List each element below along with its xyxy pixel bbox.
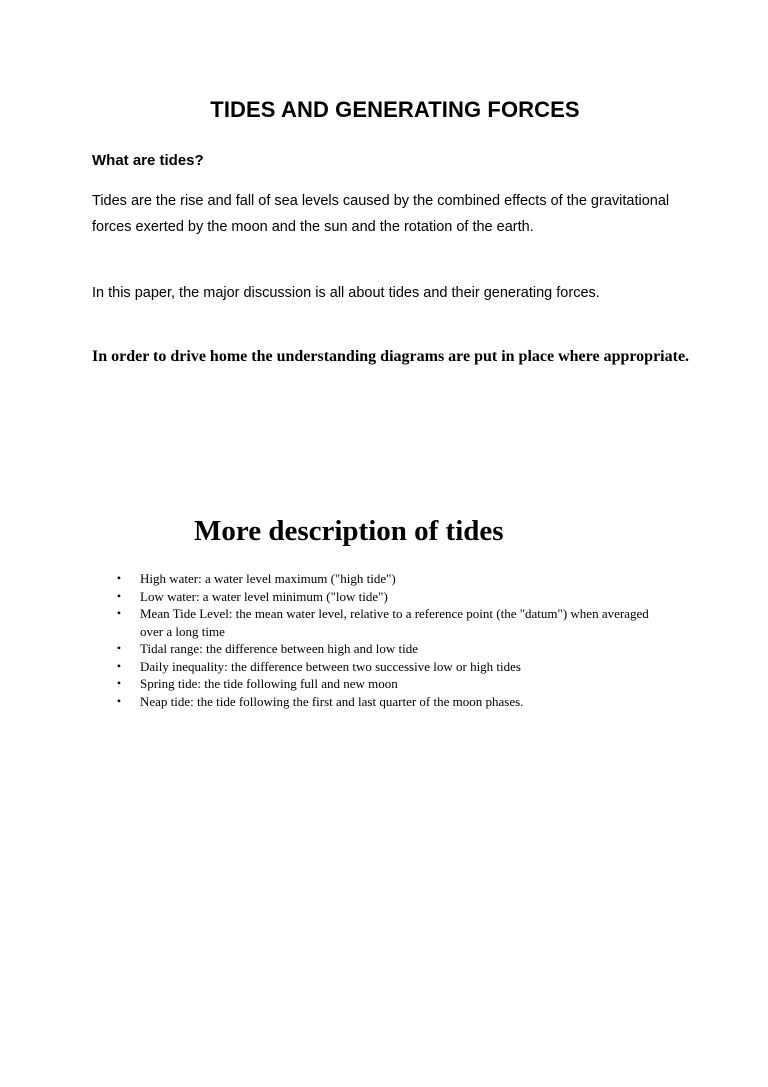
list-item-text: High water: a water level maximum ("high tide") (140, 571, 396, 586)
list-item-text: Low water: a water level minimum ("low tide") (140, 588, 388, 604)
paragraph-scope: In this paper, the major discussion is all about tides and their generating forces. (92, 285, 600, 301)
list-item-text: Mean Tide Level: the mean water level, relative to a reference point (the "datum") when averaged over a long time (140, 606, 649, 639)
bullet-icon: • (116, 658, 122, 673)
section-subheading: What are tides? (92, 152, 204, 169)
bullet-icon: • (116, 571, 122, 585)
list-item (114, 675, 674, 693)
list-item (114, 570, 674, 588)
list-item-text: Spring tide: the tide following full and new moon (140, 676, 398, 691)
list-item (114, 605, 674, 640)
bullet-icon: • (116, 606, 122, 620)
page-title: TIDES AND GENERATING FORCES (210, 97, 580, 122)
list-item-text: Tidal range: the difference between high and low tide (140, 641, 418, 656)
bullet-list (114, 570, 674, 710)
bullet-icon: • (116, 588, 122, 603)
list-item-text: Neap tide: the tide following the first and last quarter of the moon phases. (140, 693, 524, 709)
list-item-text: Daily inequality: the difference between two successive low or high tides (140, 658, 521, 674)
list-item (114, 658, 674, 676)
emphasis-paragraph: In order to drive home the understanding diagrams are put in place where appropriate. (92, 348, 690, 365)
paragraph-definition: Tides are the rise and fall of sea levels caused by the combined effects of the gravitational forces exerted by the moon and the sun and the rotation of the earth. (92, 193, 670, 235)
bullet-icon: • (116, 641, 122, 655)
bullet-icon: • (116, 693, 122, 708)
bullet-icon: • (116, 676, 122, 690)
list-item (114, 693, 674, 711)
list-item (114, 640, 674, 658)
section-title: More description of tides (194, 515, 504, 547)
list-item (114, 588, 674, 606)
